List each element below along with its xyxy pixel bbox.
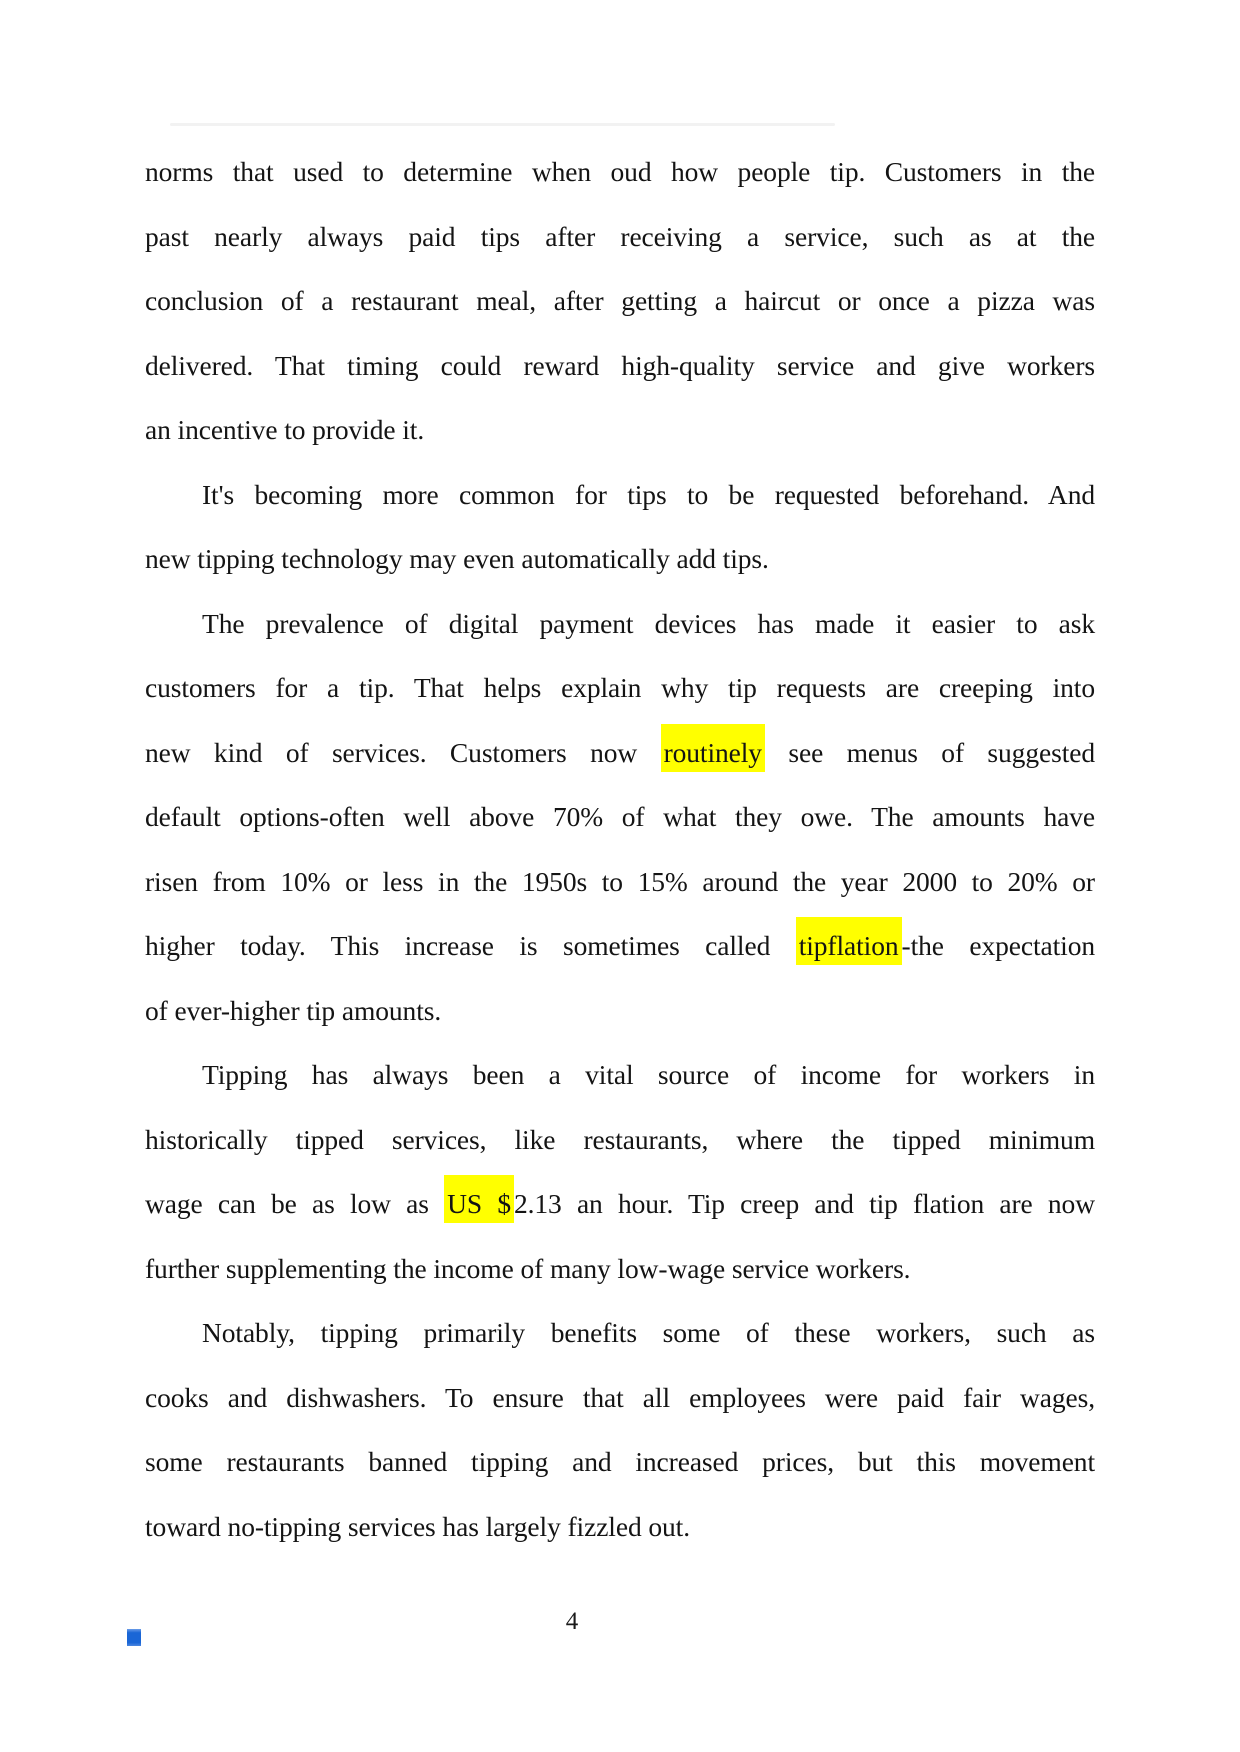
text-line (145, 850, 1095, 915)
text-run: further supplementing the income of many low-wage service workers. (145, 1252, 911, 1284)
highlighted-text: routinely (661, 724, 765, 772)
text-line (145, 1108, 1095, 1173)
text-run: toward no-tipping services has largely fizzled out. (145, 1510, 690, 1542)
text-run: wage can be as low as (145, 1188, 445, 1219)
text-run: norms that used to determine when oud how people tip. Customers in the (145, 156, 1095, 187)
text-line (145, 140, 1095, 205)
text-line (145, 914, 1095, 979)
highlighted-text: tipflation (796, 917, 902, 965)
text-line (145, 721, 1095, 786)
text-line (145, 1495, 1095, 1560)
highlighted-text: US $ (444, 1175, 514, 1223)
text-line (145, 463, 1095, 528)
text-line (145, 1043, 1095, 1108)
text-line (145, 1366, 1095, 1431)
text-run: higher today. This increase is sometimes called (145, 930, 796, 961)
text-line (145, 398, 1095, 463)
text-run: see menus of suggested (764, 736, 1095, 768)
text-run: of ever-higher tip amounts. (145, 994, 442, 1026)
text-line (145, 1301, 1095, 1366)
text-line (145, 1430, 1095, 1495)
text-run: default options-often well above 70% of what they owe. The amounts have (145, 801, 1095, 832)
text-line (145, 656, 1095, 721)
text-line (145, 269, 1095, 334)
text-line (145, 334, 1095, 399)
text-run: Notably, tipping primarily benefits some of these workers, such as (202, 1317, 1095, 1348)
text-run: an incentive to provide it. (145, 414, 425, 445)
text-line (145, 592, 1095, 657)
text-run: risen from 10% or less in the 1950s to 15% around the year 2000 to 20% or (145, 865, 1095, 897)
body-text (145, 140, 1095, 1559)
text-run: -the expectation (901, 930, 1095, 961)
text-run: cooks and dishwashers. To ensure that all employees were paid fair wages, (145, 1381, 1095, 1413)
text-line (145, 1172, 1095, 1237)
text-run: new tipping technology may even automatically add tips. (145, 543, 769, 574)
text-run: historically tipped services, like restaurants, where the tipped minimum (145, 1123, 1095, 1155)
text-run: 2.13 an hour. Tip creep and tip flation are now (513, 1188, 1095, 1219)
text-line (145, 785, 1095, 850)
blue-square-marker (127, 1629, 141, 1646)
text-run: new kind of services. Customers now (145, 736, 661, 768)
text-run: delivered. That timing could reward high-quality service and give workers (145, 349, 1095, 381)
text-run: some restaurants banned tipping and increased prices, but this movement (145, 1446, 1095, 1477)
text-run: past nearly always paid tips after receiving a service, such as at the (145, 220, 1095, 252)
text-line (145, 527, 1095, 592)
text-run: Tipping has always been a vital source of income for workers in (202, 1059, 1095, 1090)
text-line (145, 1237, 1095, 1302)
text-line (145, 979, 1095, 1044)
text-run: The prevalence of digital payment devices has made it easier to ask (202, 607, 1095, 639)
scan-artifact (170, 123, 835, 126)
page-number: 4 (565, 1608, 579, 1635)
text-run: It's becoming more common for tips to be requested beforehand. And (202, 478, 1095, 510)
text-run: customers for a tip. That helps explain why tip requests are creeping into (145, 672, 1095, 703)
text-line (145, 205, 1095, 270)
text-run: conclusion of a restaurant meal, after getting a haircut or once a pizza was (145, 285, 1095, 316)
